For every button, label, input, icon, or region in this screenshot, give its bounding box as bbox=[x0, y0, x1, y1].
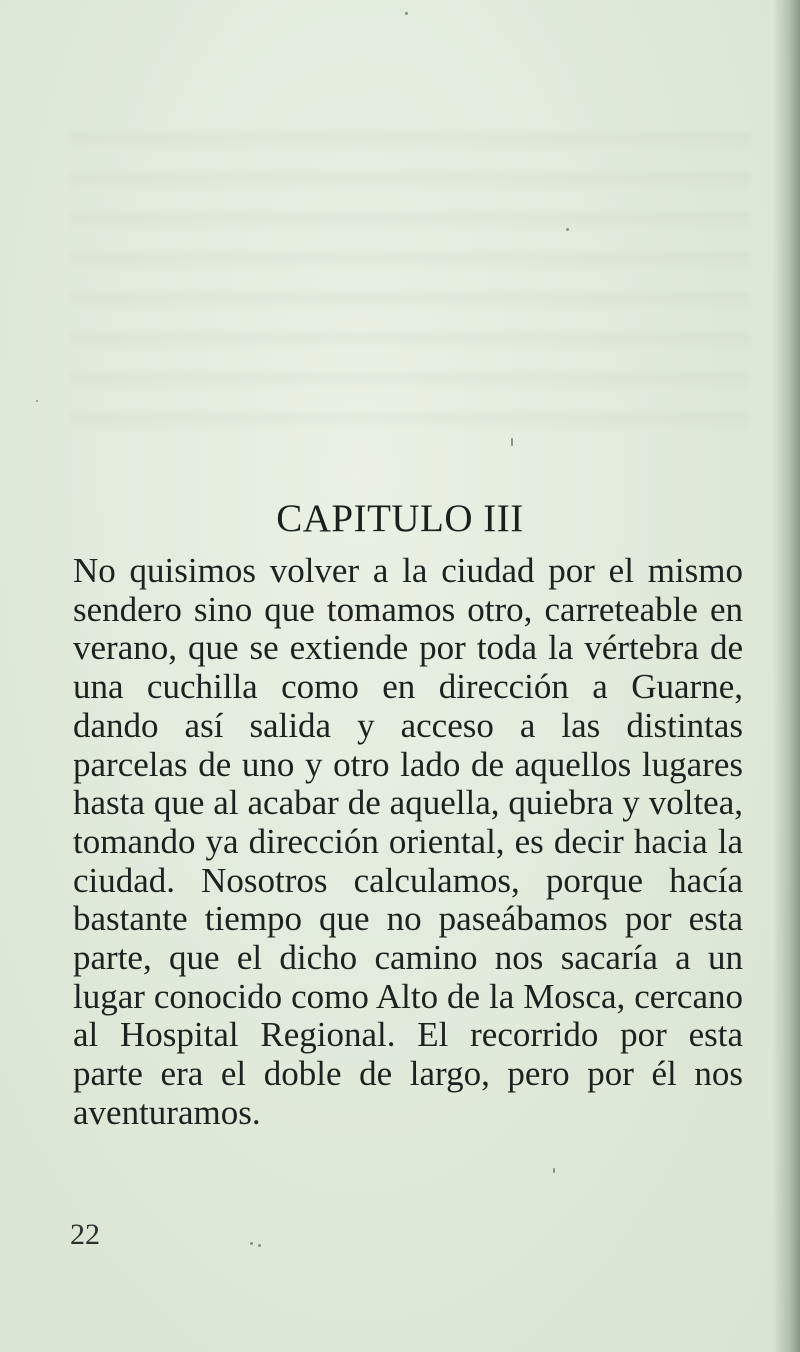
paper-speck bbox=[258, 1244, 261, 1247]
show-through-text bbox=[70, 110, 750, 430]
paper-speck bbox=[566, 228, 569, 231]
paper-speck bbox=[511, 438, 513, 446]
paper-speck bbox=[250, 1242, 253, 1245]
page-edge-shadow bbox=[772, 0, 800, 1352]
body-paragraph: No quisimos volver a la ciudad por el mismo sendero sino que tomamos otro, carreteable en verano, que se extiende por toda la vértebra de una cuchilla como en dirección a Guarne, dando así salida y acceso a las distintas parcelas de uno y otro lado de aquellos lugares hasta que al acabar de aquella, quiebra y voltea, tomando ya dirección oriental, es decir hacia la ciudad. Nosotros calculamos, porque hacía bastante tiempo que no paseábamos por esta parte, que el dicho camino nos sacaría a un lugar conocido como Alto de la Mosca, cercano al Hospital Regional. El recorrido por esta parte era el doble de largo, pero por él nos aventuramos. bbox=[73, 551, 743, 1132]
paper-speck bbox=[405, 12, 408, 15]
paper-speck bbox=[553, 1168, 555, 1173]
chapter-title: CAPITULO III bbox=[276, 497, 524, 541]
paper-speck bbox=[36, 400, 38, 402]
page-number: 22 bbox=[70, 1218, 100, 1251]
